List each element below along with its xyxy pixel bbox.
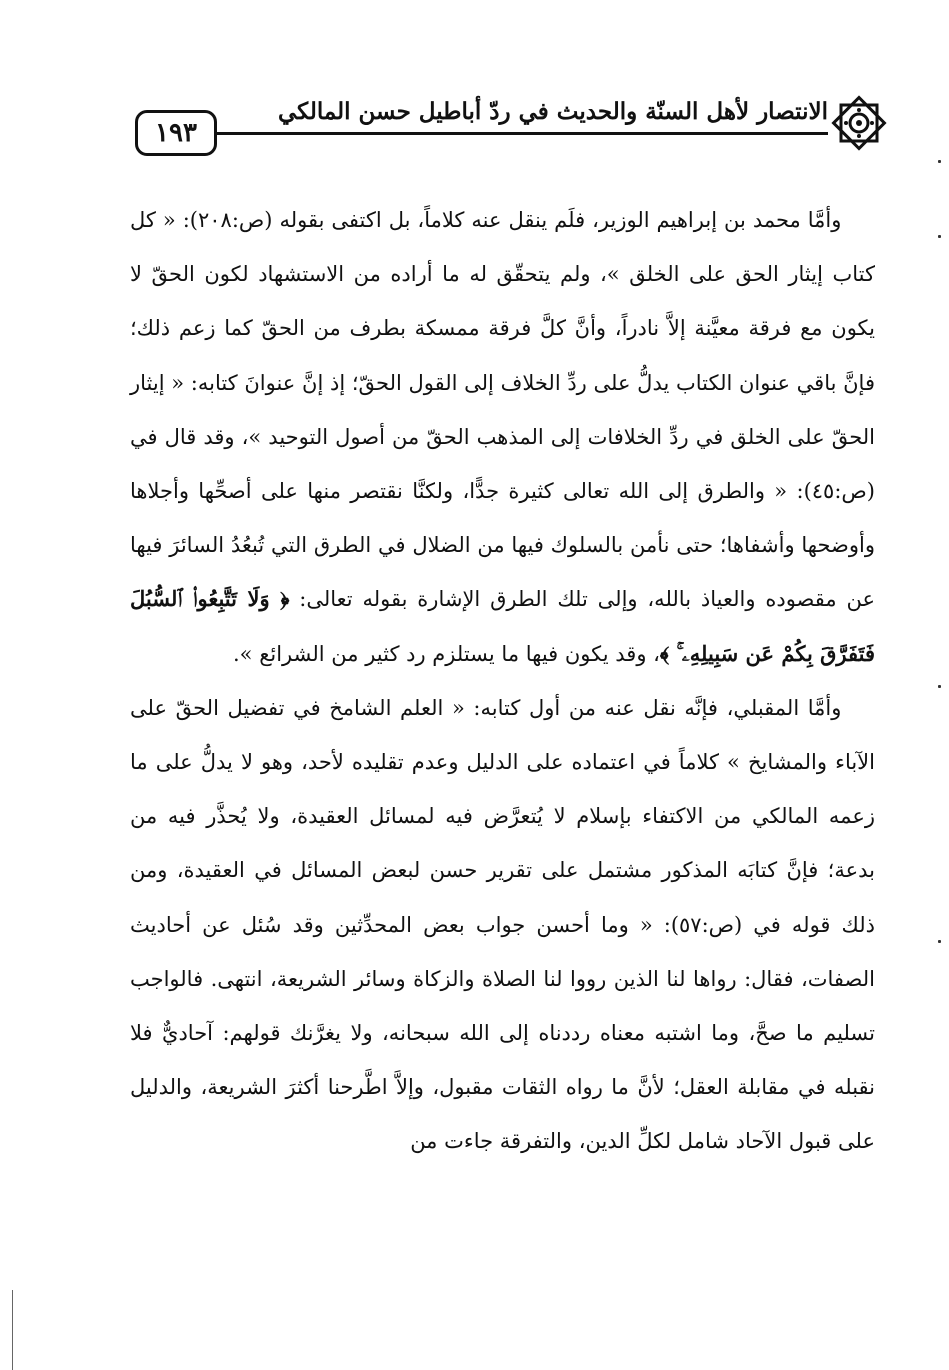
running-title: الانتصار لأهل السنّة والحديث في ردّ أباطيل حسن المالكي: [277, 98, 828, 125]
paragraph-text: وأمَّا محمد بن إبراهيم الوزير، فلَم ينقل عنه كلاماً، بل اكتفى بقوله (ص:٢٠٨): « كل كتاب إيثار الحق على الخلق »، ولم يتحقّق له ما أراده من الاستشهاد لكون الحقّ لا يكون مع فرقة معيَّنة إلاَّ نادراً، وأنَّ كلَّ فرقة ممسكة بطرف من الحقّ كما زعم ذلك؛ فإنَّ باقي عنوان الكتاب يدلُّ على ردِّ الخلاف إلى القول الحقّ؛ إذ إنَّ عنوانَ كتابه: « إيثار الحقّ على الخلق في ردِّ الخلافات إلى المذهب الحقّ من أصول التوحيد »، وقد قال في (ص:٤٥): « والطرق إلى الله تعالى كثيرة جدًّا، ولكنَّا نقتصر منها على أصحِّها وأجلاها وأوضحها وأشفاها؛ حتى نأمن بالسلوك فيها من الضلال في الطرق التي تُبعُدُ السائرَ فيها عن مقصوده والعياذ بالله، وإلى تلك الطرق الإشارة بقوله تعالى:: [130, 208, 876, 612]
page-number: ١٩٣: [135, 110, 217, 156]
scan-mark: [938, 160, 941, 163]
paragraph: وأمَّا المقبلي، فإنَّه نقل عنه من أول كتابه: « العلم الشامخ في تفضيل الحقّ على الآباء والمشايخ » كلاماً في اعتماده على الدليل وعدم تقليده لأحد، وهو لا يدلُّ على ما زعمه المالكي من الاكتفاء بإسلام لا يُتعرَّض فيه لمسائل العقيدة، ولا يُحذَّر فيه من بدعة؛ فإنَّ كتابَه المذكور مشتمل على تقرير حسن لبعض المسائل في العقيدة، ومن ذلك قوله في (ص:٥٧): « وما أحسن جواب بعض المحدِّثين وقد سُئل عن أحاديث الصفات، فقال: رواها لنا الذين رووا لنا الصلاة والزكاة وسائر الشريعة، انتهى. فالواجب تسليم ما صحَّ، وما اشتبه معناه رددناه إلى الله سبحانه، ولا يغرَّنك قولهم: آحاديٌّ فلا نقبله في مقابلة العقل؛ لأنَّ ما رواه الثقات مقبول، وإلاَّ اطَّرحنا أكثرَ الشريعة، والدليل على قبول الآحاد شامل لكلِّ الدين، والتفرقة جاءت من: [130, 695, 875, 1154]
header-rule: [210, 132, 828, 135]
body-text: [130, 193, 875, 1169]
scan-mark: [938, 940, 941, 943]
scan-mark: [938, 685, 941, 688]
page-header: [130, 92, 890, 162]
quran-verse: ﴿ وَلَا تَتَّبِعُوا۟ ٱلسُّبُلَ فَتَفَرَّقَ بِكُمْ عَن سَبِيلِهِۦ ۚ ﴾: [130, 586, 875, 666]
scan-edge-line: [12, 1290, 13, 1370]
paragraph: [130, 193, 875, 681]
star-ornament-icon: [828, 92, 890, 154]
scan-mark: [938, 235, 941, 238]
paragraph-text: ، وقد يكون فيها ما يستلزم رد كثير من الشرائع ».: [233, 641, 660, 666]
